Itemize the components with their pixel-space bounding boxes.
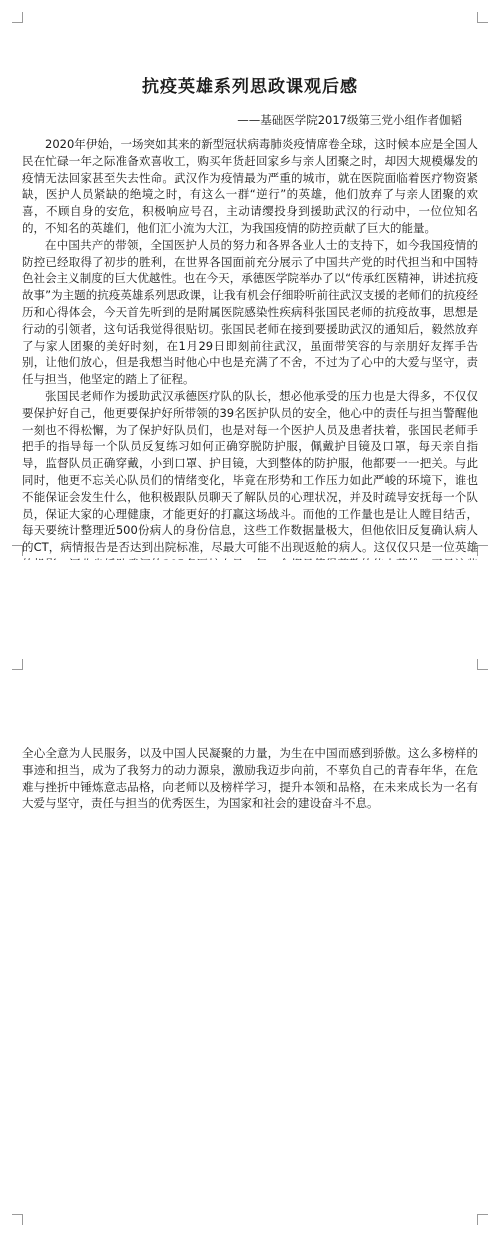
- page-corner-mark: [477, 12, 488, 23]
- paragraph: 2020年伊始，一场突如其来的新型冠状病毒肺炎疫情席卷全球，这时候本应是全国人民在忙碌一年之际准备欢喜收工，购买年货赶回家乡与亲人团聚之时，却因大规模爆发的疫情无法回家甚至失去性命。武汉作为疫情最为严重的城市，就在医院面临着医疗物资紧缺，医护人员紧缺的绝境之时，有这么一群“逆行”的英雄，他们放弃了与亲人团聚的欢喜，不顾自身的安危，积极响应号召，主动请缨投身到援助武汉的行动中，一位位知名的，不知名的英雄们，他们汇小流为大江，为我国疫情的防控贡献了巨大的能量。: [22, 137, 478, 235]
- page-corner-mark: [477, 659, 488, 670]
- document-body-page-2: [22, 745, 478, 812]
- paragraph: 在中国共产的带领，全国医护人员的努力和各界各业人士的支持下，如今我国疫情的防控已经取得了初步的胜利，在世界各国面前充分展示了中国共产党的时代担当和中国特色社会主义制度的巨大优越性。也在今天，承德医学院举办了以“传承红医精神，讲述抗疫故事”为主题的抗疫英雄系列思政课，让我有机会仔细聆听前往武汉支援的老师们的抗疫经历和心得体会，今天首先听到的是附属医院感染性疾病科张国民老师的抗疫故事，思想是行动的引领者，这句话我觉得很贴切。张国民老师在接到要援助武汉的通知后，毅然放弃了与家人团聚的美好时刻，在1月29日即刻前往武汉，虽面带笑容的与亲朋好友挥手告别，让他们放心，但是我想当时他心中也是充满了不舍，不过为了心中的大爱与坚守，责任与担当，他坚定的踏上了征程。: [22, 237, 478, 387]
- document-page-1: [0, 0, 500, 560]
- paragraph: 张国民老师作为援助武汉承德医疗队的队长，想必他承受的压力也是大得多，不仅仅要保护好自己，他更要保护好所带领的39名医护队员的安全，他心中的责任与担当警醒他一刻也不得松懈，为了保护好队员们，也是对每一个医护人员及患者扶着，张国民老师手把手的指导每一个队员反复练习如何正确穿脱防护服，佩戴护目镜及口罩，每天亲自指导，监督队员正确穿戴，小到口罩、护目镜，大到整体的防护服，他都要一一把关。与此同时，他更不忘关心队员们的情绪变化，毕竟在形势和工作压力如此严峻的环境下，谁也不能保证会发生什么，他积极跟队员聊天了解队员的心理状况，并及时疏导安抚每一个队员，保证大家的心理健康，才能更好的打赢这场战斗。而他的工作量也是让人瞠目结舌，每天要统计整理近500份病人的身份信息，这些工作数据量极大，但他依旧反复确认病人的CT，病情报告是否达到出院标准，尽最大可能不出现返舱的病人。这仅仅只是一位英雄: [22, 388, 478, 555]
- page-corner-mark: [12, 659, 23, 670]
- page-corner-mark: [12, 12, 23, 23]
- page-corner-mark: [12, 1214, 23, 1225]
- page-gap: [0, 560, 500, 655]
- document-page-2: [0, 655, 500, 1237]
- document-byline: ——基础医学院2017级第三党小组作者伽韬: [237, 113, 462, 127]
- document-title: 抗疫英雄系列思政课观后感: [142, 77, 358, 97]
- page-corner-mark: [477, 545, 488, 556]
- page-corner-mark: [477, 1214, 488, 1225]
- paragraph-continued: 全心全意为人民服务，以及中国人民凝聚的力量，为生在中国而感到骄傲。这么多榜样的事迹和担当，成为了我努力的动力源泉，激励我迈步向前，不辜负自己的青春年华，在危难与挫折中锤炼意志品格，向老师以及榜样学习，提升本领和品格，在未来成长为一名有大爱与坚守，责任与担当的优秀医生，为国家和社会的建设奋斗不息。: [22, 746, 478, 811]
